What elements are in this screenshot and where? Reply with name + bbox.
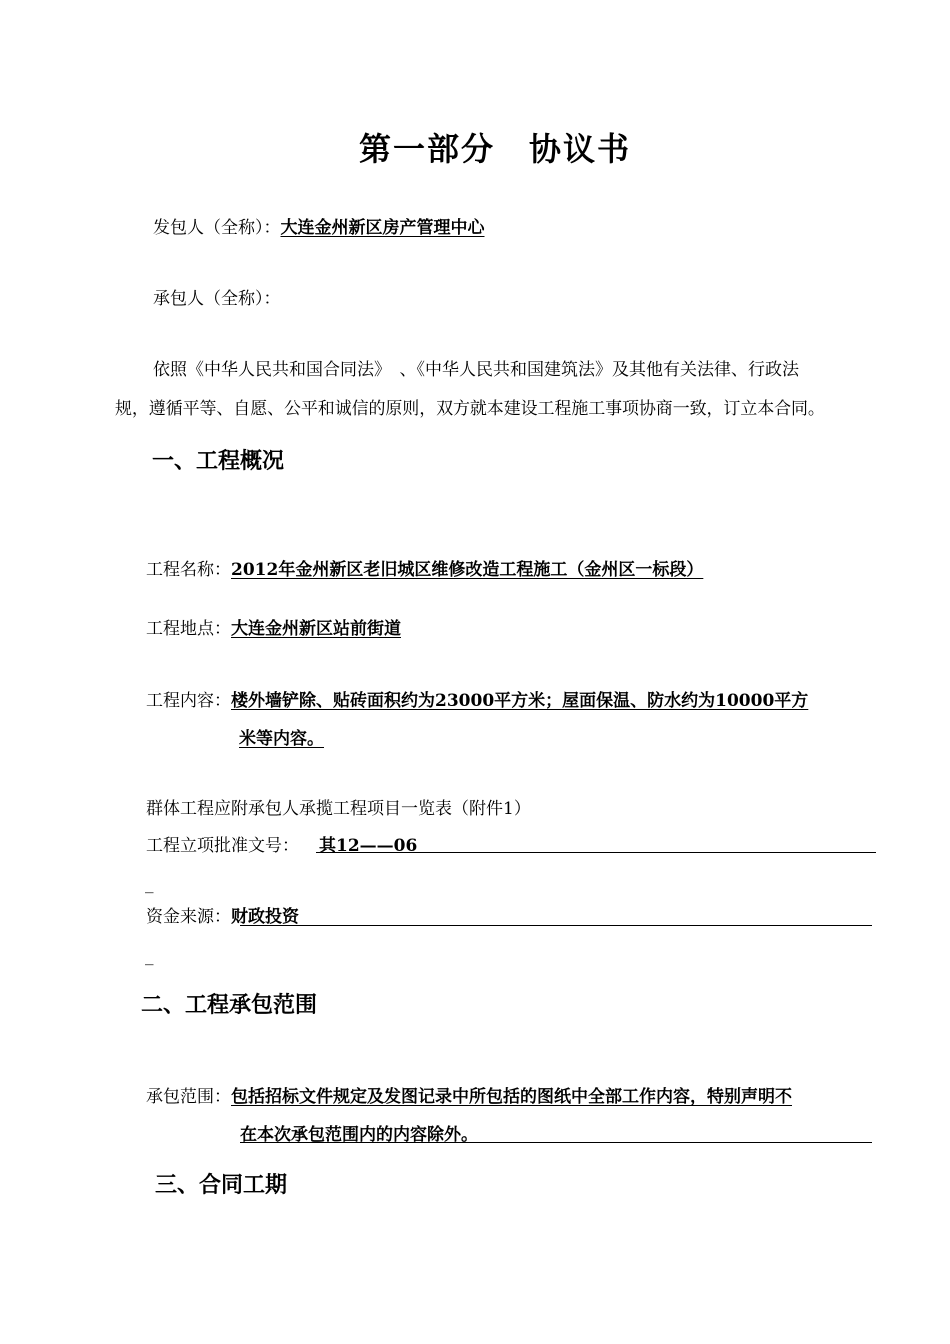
funding-source-underline <box>240 925 872 926</box>
approval-number-underline <box>316 852 876 853</box>
section-heading-project-overview: 一、工程概况 <box>152 449 285 474</box>
funding-source-label: 资金来源： <box>146 907 231 927</box>
document-title: 第一部分 协议书 <box>358 130 631 168</box>
contract-scope-underline <box>240 1142 872 1143</box>
contract-scope-row <box>146 1086 792 1108</box>
dash-mark-2: _ <box>145 946 154 966</box>
group-project-note: 群体工程应附承包人承揽工程项目一览表（附件1） <box>146 799 531 819</box>
project-content-label: 工程内容： <box>146 691 231 711</box>
project-name-row <box>146 559 703 581</box>
dash-mark-1: _ <box>145 874 154 894</box>
preamble-line-1: 依照《中华人民共和国合同法》 、《中华人民共和国建筑法》及其他有关法律、行政法 <box>153 360 799 380</box>
project-content-value-line-2: 米等内容。 <box>239 729 324 749</box>
project-location-label: 工程地点： <box>146 619 231 639</box>
funding-source-value: 财政投资 <box>231 907 299 927</box>
project-content-row <box>146 690 808 712</box>
employer-row <box>153 217 485 239</box>
preamble-line-2: 规，遵循平等、自愿、公平和诚信的原则，双方就本建设工程施工事项协商一致，订立本合同。 <box>115 399 825 419</box>
contractor-row <box>153 288 281 310</box>
contract-scope-value-line-2: 在本次承包范围内的内容除外。 <box>240 1125 478 1145</box>
section-heading-contract-period: 三、合同工期 <box>155 1173 288 1198</box>
section-heading-contract-scope: 二、工程承包范围 <box>141 993 318 1018</box>
project-location-value: 大连金州新区站前街道 <box>231 619 401 639</box>
employer-value: 大连金州新区房产管理中心 <box>280 218 485 238</box>
project-name-label: 工程名称： <box>146 560 231 580</box>
approval-number-row <box>146 835 417 857</box>
approval-number-value: 其12——06 <box>319 836 418 856</box>
project-name-value: 2012年金州新区老旧城区维修改造工程施工（金州区一标段） <box>231 560 704 580</box>
contractor-label: 承包人（全称）： <box>153 289 281 309</box>
project-location-row <box>146 618 401 640</box>
contract-scope-value-line-1: 包括招标文件规定及发图记录中所包括的图纸中全部工作内容，特别声明不 <box>231 1087 792 1107</box>
contract-scope-label: 承包范围： <box>146 1087 231 1107</box>
project-content-value-line-1: 楼外墙铲除、贴砖面积约为23000平方米；屋面保温、防水约为10000平方 <box>231 691 809 711</box>
approval-number-label: 工程立项批准文号： <box>146 836 299 856</box>
employer-label: 发包人（全称）： <box>153 218 281 238</box>
